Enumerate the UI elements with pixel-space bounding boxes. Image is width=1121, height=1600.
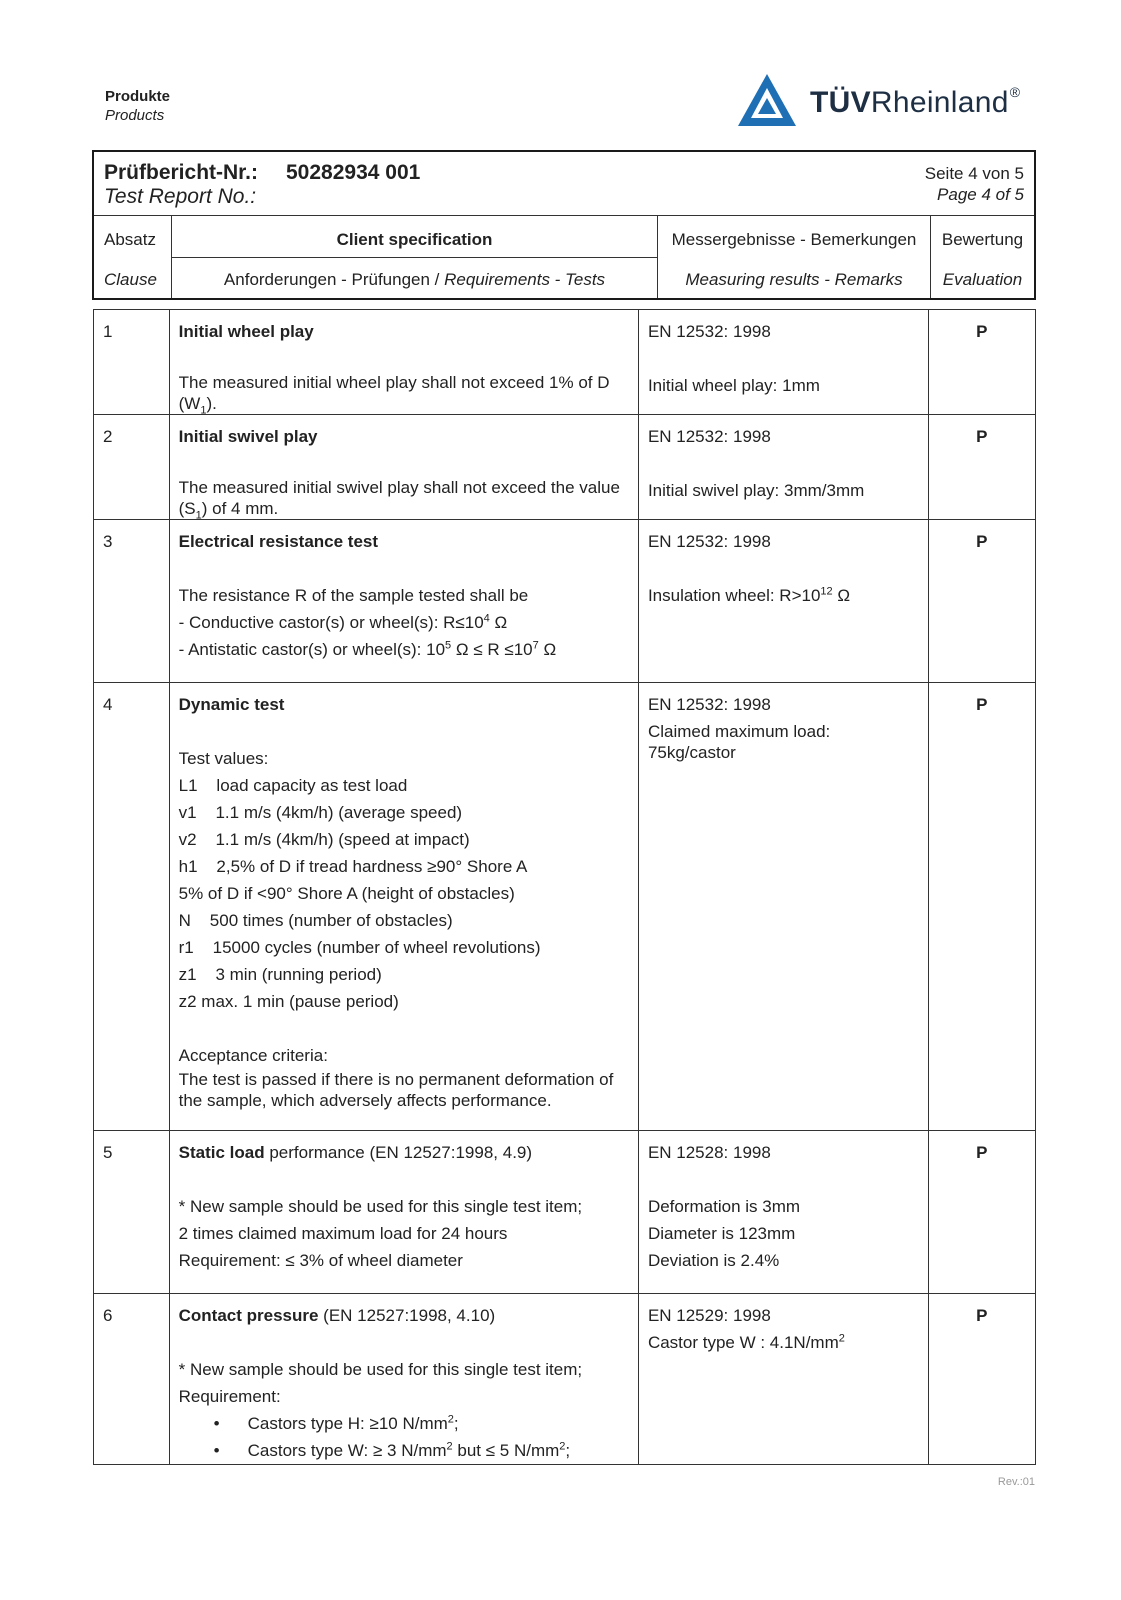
- result-text: Initial swivel play: 3mm/3mm: [647, 481, 865, 500]
- test-title: Electrical resistance test: [178, 532, 379, 551]
- department-en: Products: [105, 107, 165, 124]
- report-header-box: [92, 150, 1036, 300]
- evaluation-pass: P: [976, 695, 988, 714]
- clause-number: 5: [103, 1143, 113, 1162]
- tuv-triangle-icon: [736, 72, 798, 128]
- report-number-label: Prüfbericht-Nr.:: [104, 161, 259, 184]
- evaluation-pass: P: [976, 1143, 988, 1162]
- requirement-text: 2 times claimed maximum load for 24 hours: [178, 1224, 508, 1243]
- requirement-bullets: [179, 1410, 629, 1464]
- standard-ref: EN 12532: 1998: [647, 427, 771, 446]
- result-text: Castor type W : $4.1N/mm^2$: [647, 1332, 845, 1352]
- test-title: Contact pressure (EN 12527:1998, 4.10): [178, 1306, 496, 1325]
- standard-ref: EN 12532: 1998: [647, 532, 771, 551]
- test-title: Dynamic test: [178, 695, 285, 714]
- tuv-rheinland-logo: [736, 72, 1036, 130]
- requirement-text: The measured initial swivel play shall not exceed the value $(S_1)$ of 4 mm.: [178, 478, 620, 522]
- result-text: Diameter is 123mm: [647, 1224, 796, 1243]
- report-number-label-en: Test Report No.:: [104, 185, 257, 208]
- evaluation-pass: P: [976, 532, 988, 551]
- page-indicator: Seite 4 von 5: [924, 164, 1024, 183]
- standard-ref: EN 12529: 1998: [647, 1306, 771, 1325]
- clause-number: 6: [103, 1306, 113, 1325]
- test-value-item: r1 15000 cycles (number of wheel revolutions): [178, 938, 541, 957]
- acceptance-label: Acceptance criteria:: [178, 1046, 328, 1065]
- column-header-results-en: Measuring results - Remarks: [685, 270, 903, 289]
- clause-number: 1: [103, 322, 113, 341]
- page-indicator-en: Page 4 of 5: [937, 185, 1024, 204]
- test-results-table: [93, 309, 1036, 1465]
- requirement-text: The measured initial wheel play shall not exceed 1% of D $(W_1)$.: [178, 373, 610, 417]
- column-header-results: Messergebnisse - Bemerkungen: [671, 230, 917, 249]
- test-title: Initial swivel play: [178, 427, 318, 446]
- test-value-item: v2 1.1 m/s (4km/h) (speed at impact): [178, 830, 470, 849]
- report-id-row: [94, 152, 1034, 216]
- department-label: [105, 87, 170, 125]
- department-de: Produkte: [105, 88, 171, 105]
- table-row: [94, 1131, 1036, 1294]
- column-header-requirements: Anforderungen - Prüfungen / Requirements - Tests: [223, 270, 606, 289]
- standard-ref: EN 12532: 1998: [647, 695, 771, 714]
- clause-number: 4: [103, 695, 113, 714]
- column-header-spec: Client specification: [336, 230, 493, 249]
- requirement-antistatic: - Antistatic castor(s) or wheel(s): $10^5$ $\Omega \le R \le 10^7$ Ω: [178, 639, 557, 659]
- test-value-item: z1 3 min (running period): [178, 965, 382, 984]
- requirement-conductive: - Conductive castor(s) or wheel(s): $R\le 10^4$ Ω: [178, 612, 508, 632]
- column-header-evaluation: Bewertung: [941, 230, 1024, 249]
- clause-number: 2: [103, 427, 113, 446]
- requirement-text: Requirement: ≤ 3% of wheel diameter: [178, 1251, 463, 1270]
- acceptance-text: The test is passed if there is no permanent deformation of the sample, which adversely affects performance.: [178, 1070, 614, 1110]
- test-value-item: v1 1.1 m/s (4km/h) (average speed): [178, 803, 463, 822]
- table-row: [94, 520, 1036, 683]
- list-item: • Castors type H: ≥10 $N/mm^2$;: [214, 1410, 629, 1437]
- result-text: Insulation wheel: $R>10^{12}$ Ω: [647, 585, 851, 605]
- test-value-item: 5% of D if <90° Shore A (height of obstacles): [178, 884, 515, 903]
- standard-ref: EN 12532: 1998: [647, 322, 771, 341]
- evaluation-pass: P: [976, 427, 988, 446]
- result-text: Claimed maximum load: 75kg/castor: [647, 722, 831, 762]
- test-value-item: z2 max. 1 min (pause period): [178, 992, 399, 1011]
- test-title: Initial wheel play: [178, 322, 314, 341]
- column-header-evaluation-en: Evaluation: [942, 270, 1023, 289]
- table-row: [94, 1294, 1036, 1465]
- test-title: Static load performance (EN 12527:1998, 4.9): [178, 1143, 533, 1162]
- evaluation-pass: P: [976, 1306, 988, 1325]
- standard-ref: EN 12528: 1998: [647, 1143, 771, 1162]
- test-values-label: Test values:: [178, 749, 269, 768]
- revision-label: Rev.:01: [997, 1476, 1035, 1488]
- test-value-item: N 500 times (number of obstacles): [178, 911, 453, 930]
- column-header-clause: Absatz: [104, 230, 156, 249]
- table-row: [94, 310, 1036, 415]
- test-value-item: h1 2,5% of D if tread hardness ≥90° Shore A: [178, 857, 528, 876]
- result-text: Deviation is 2.4%: [647, 1251, 780, 1270]
- requirement-text: * New sample should be used for this single test item;: [178, 1197, 583, 1216]
- result-text: Deformation is 3mm: [647, 1197, 801, 1216]
- evaluation-pass: P: [976, 322, 988, 341]
- requirement-text: * New sample should be used for this single test item;: [178, 1360, 583, 1379]
- report-number: 50282934 001: [286, 161, 421, 184]
- test-value-item: L1 load capacity as test load: [178, 776, 408, 795]
- table-row: [94, 415, 1036, 520]
- requirement-text: Requirement:: [178, 1387, 281, 1406]
- column-header-clause-en: Clause: [104, 270, 157, 289]
- logo-wordmark: TÜVRheinland®: [810, 84, 1021, 119]
- list-item: • Castors type W: ≥ 3 $N/mm^2$ but ≤ 5 $N/mm^2$;: [214, 1437, 629, 1464]
- table-row: [94, 683, 1036, 1131]
- requirement-text: The resistance R of the sample tested shall be: [178, 586, 529, 605]
- clause-number: 3: [103, 532, 113, 551]
- result-text: Initial wheel play: 1mm: [647, 376, 820, 395]
